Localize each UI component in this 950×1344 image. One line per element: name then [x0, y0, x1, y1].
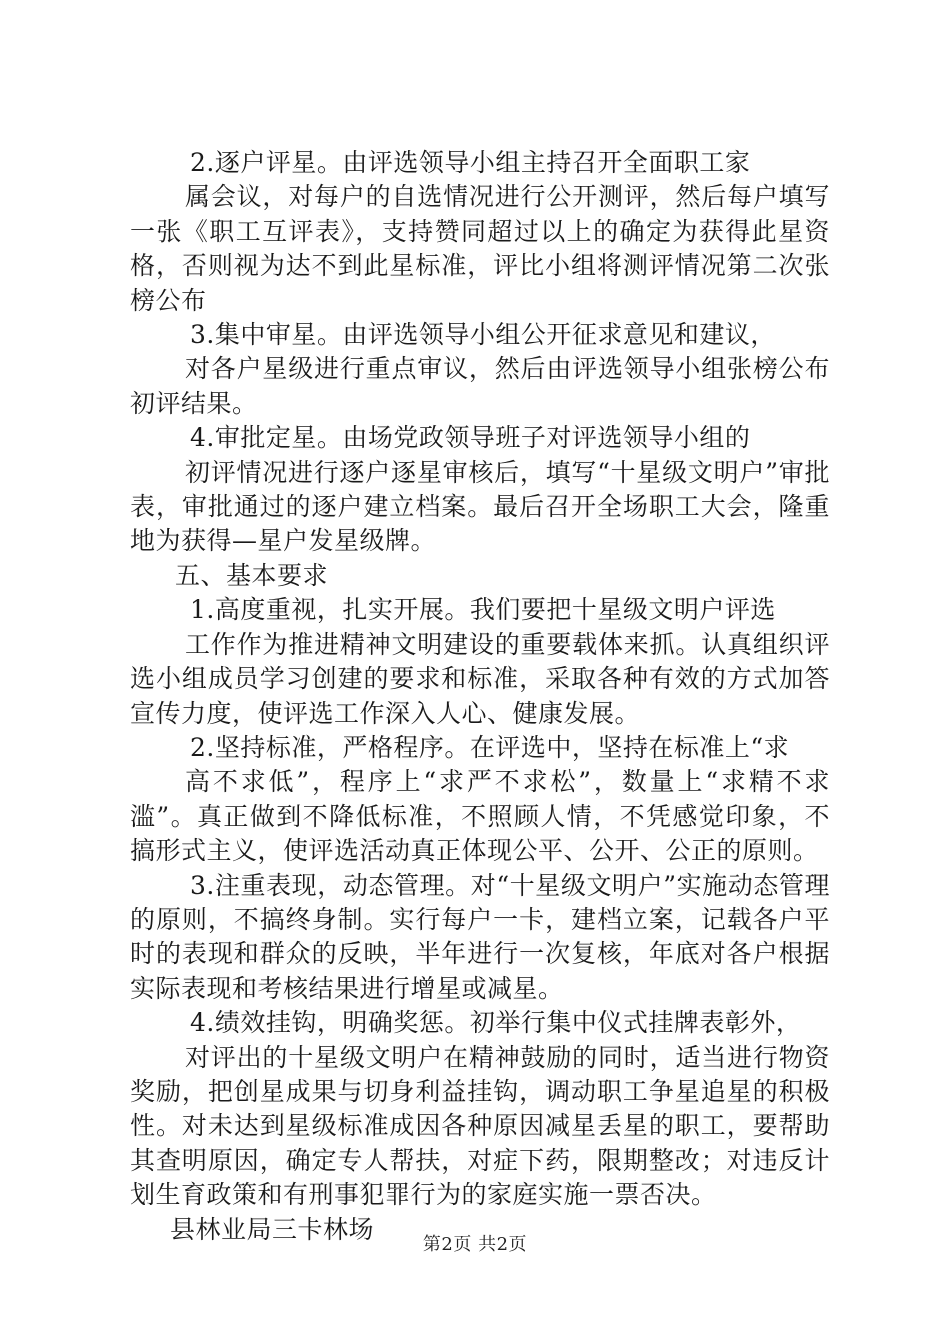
- paragraph-requirement-4-heading: 4.绩效挂钩，明确奖惩。初举行集中仪式挂牌表彰外，: [190, 1008, 802, 1038]
- paragraph-step-2-heading: 2.逐户评星。由评选领导小组主持召开全面职工家: [190, 148, 751, 177]
- paragraph-requirement-2-heading: 2.坚持标准，严格程序。在评选中，坚持在标准上“求: [190, 732, 790, 762]
- paragraph-requirement-2-body: 高不求低”，程序上“求严不求松”，数量上“求精不求滥”。真正做到不降低标准，不照顾人情，不凭感觉印象，不搞形式主义，使评选活动真正体现公平、公开、公正的原则。: [130, 767, 830, 866]
- signature-organization: 县林业局三卡林场: [170, 1214, 375, 1244]
- paragraph-step-3-body: 对各户星级进行重点审议，然后由评选领导小组张榜公布初评结果。: [130, 354, 830, 418]
- document-body: [130, 146, 830, 1247]
- paragraph-step-2-body: 属会议，对每户的自选情况进行公开测评，然后每户填写一张《职工互评表》，支持赞同超过以上的确定为获得此星资格，否则视为达不到此星标准，评比小组将测评情况第二次张榜公布: [130, 182, 830, 315]
- paragraph-requirement-3: 3.注重表现，动态管理。对“十星级文明户”实施动态管理的原则，不搞终身制。实行每户一卡，建档立案，记载各户平时的表现和群众的反映，半年进行一次复核，年底对各户根据实际表现和考核结果进行增星或减星。: [130, 870, 830, 1003]
- page-number-footer: 第2页 共2页: [422, 1234, 528, 1255]
- paragraph-step-3-heading: 3.集中审星。由评选领导小组公开征求意见和建议，: [190, 320, 776, 350]
- paragraph-requirement-1-body: 工作作为推进精神文明建设的重要载体来抓。认真组织评选小组成员学习创建的要求和标准，采取各种有效的方式加答宣传力度，使评选工作深入人心、健康发展。: [130, 629, 830, 728]
- paragraph-step-4-heading: 4.审批定星。由场党政领导班子对评选领导小组的: [190, 423, 751, 453]
- paragraph-requirement-1-heading: 1.高度重视，扎实开展。我们要把十星级文明户评选: [190, 595, 776, 625]
- paragraph-requirement-4-body: 对评出的十星级文明户在精神鼓励的同时，适当进行物资奖励，把创星成果与切身利益挂钩，调动职工争星追星的积极性。对未达到星级标准成因各种原因减星丢星的职工，要帮助其查明原因，确定专人帮扶，对症下药，限期整改；对违反计划生育政策和有刑事犯罪行为的家庭实施一票否决。: [130, 1042, 830, 1210]
- section-heading-basic-requirements: 五、基本要求: [175, 560, 329, 590]
- paragraph-step-4-body: 初评情况进行逐户逐星审核后，填写“十星级文明户”审批表，审批通过的逐户建立档案。最后召开全场职工大会，隆重地为获得—星户发星级牌。: [130, 457, 830, 556]
